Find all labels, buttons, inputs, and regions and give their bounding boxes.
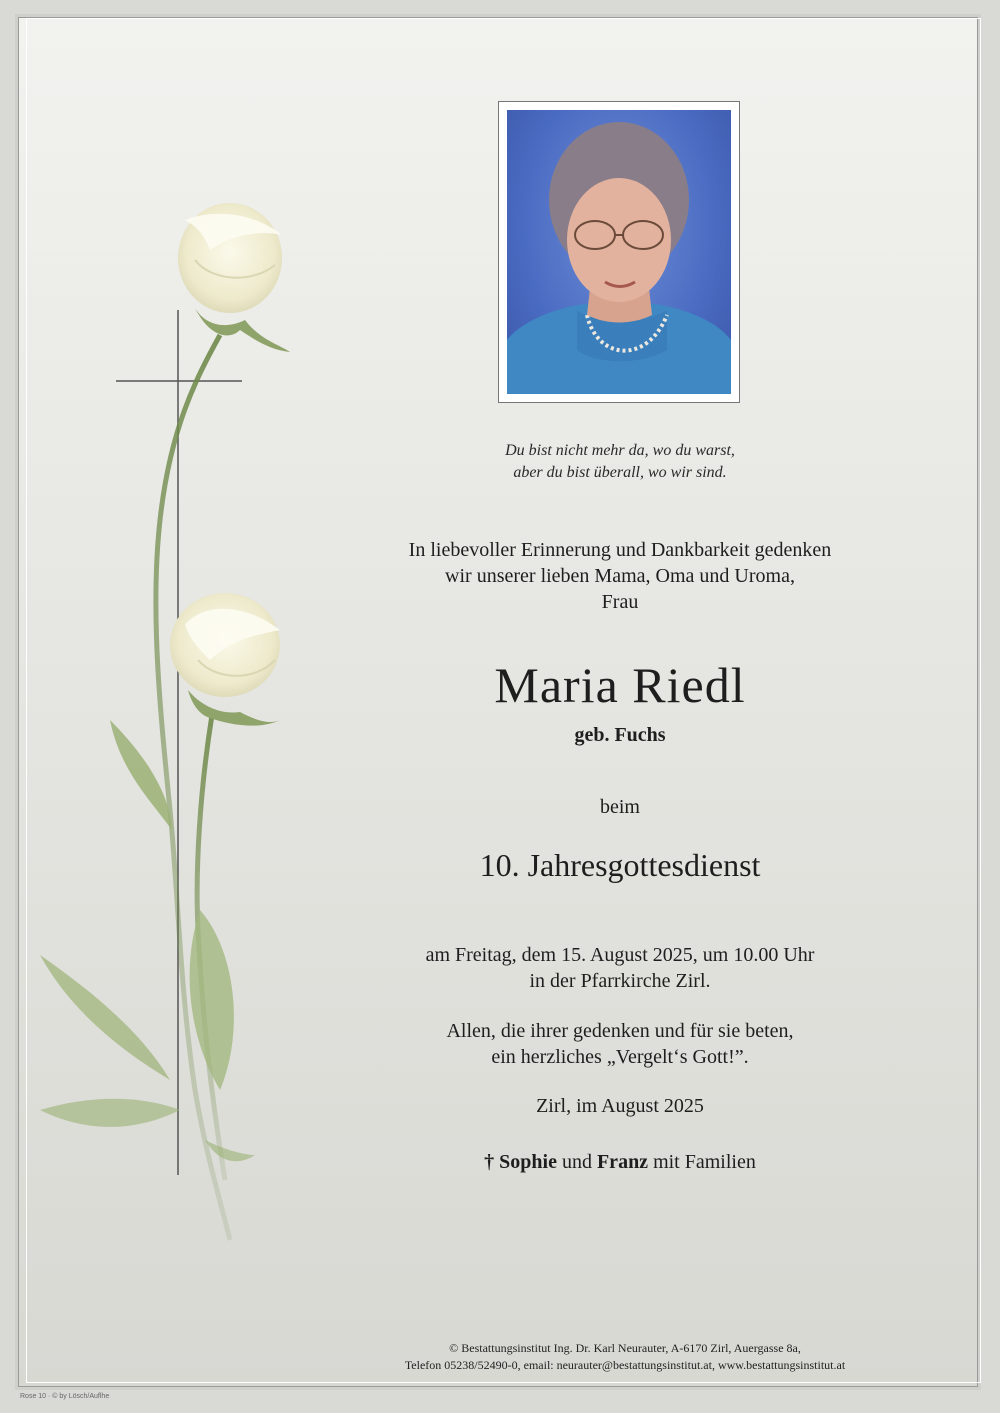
family-name: Franz [596,1151,649,1173]
leaf [190,910,234,1090]
cross-symbol: † [484,1151,495,1173]
intro-line: Frau [601,591,639,613]
service-date: am Freitag, dem 15. August 2025, um 10.00 Uhr [425,944,815,966]
footer-line: Telefon 05238/52490-0, email: neurauter@bestattungsinstitut.at, www.bestattungsinstitut.at [404,1358,846,1372]
footer-line: © Bestattungsinstitut Ing. Dr. Karl Neurauter, A-6170 Zirl, Auergasse 8a, [449,1341,801,1355]
service-title: 10. Jahresgottesdienst [479,847,761,883]
service-details [330,942,910,994]
quote-line: Du bist nicht mehr da, wo du warst, [505,442,735,459]
family-connector: und [561,1151,592,1173]
portrait-frame [498,101,740,403]
upper-rose [178,203,290,352]
memorial-quote [330,440,910,484]
portrait-photo [507,110,731,394]
service-location: in der Pfarrkirche Zirl. [529,970,711,992]
quote-line: aber du bist überall, wo wir sind. [513,464,727,481]
intro-line: In liebevoller Erinnerung und Dankbarkeit gedenken [408,539,832,561]
portrait-illustration [507,110,731,394]
intro-text [330,537,910,615]
deceased-name: Maria Riedl [494,657,746,713]
rose-illustration [20,190,300,1270]
family-suffix: mit Familien [653,1151,756,1173]
leaf [205,1140,255,1161]
service-preposition: beim [600,796,640,818]
place-date: Zirl, im August 2025 [536,1095,704,1117]
maiden-name: geb. Fuchs [574,724,666,746]
leaf [40,955,170,1080]
funeral-home-footer [330,1340,920,1374]
thanks-text [330,1018,910,1070]
family-signature [330,1151,910,1174]
image-credit: Rose 10 · © by Lösch/Auflhe [20,1393,110,1400]
lower-rose [170,593,280,726]
thanks-line: ein herzliches „Vergelt‘s Gott!”. [491,1046,749,1068]
stem-upper-rose [156,335,230,1240]
intro-line: wir unserer lieben Mama, Oma und Uroma, [445,565,795,587]
family-name: Sophie [499,1151,557,1173]
thanks-line: Allen, die ihrer gedenken und für sie beten, [446,1020,794,1042]
leaf [40,1099,180,1127]
